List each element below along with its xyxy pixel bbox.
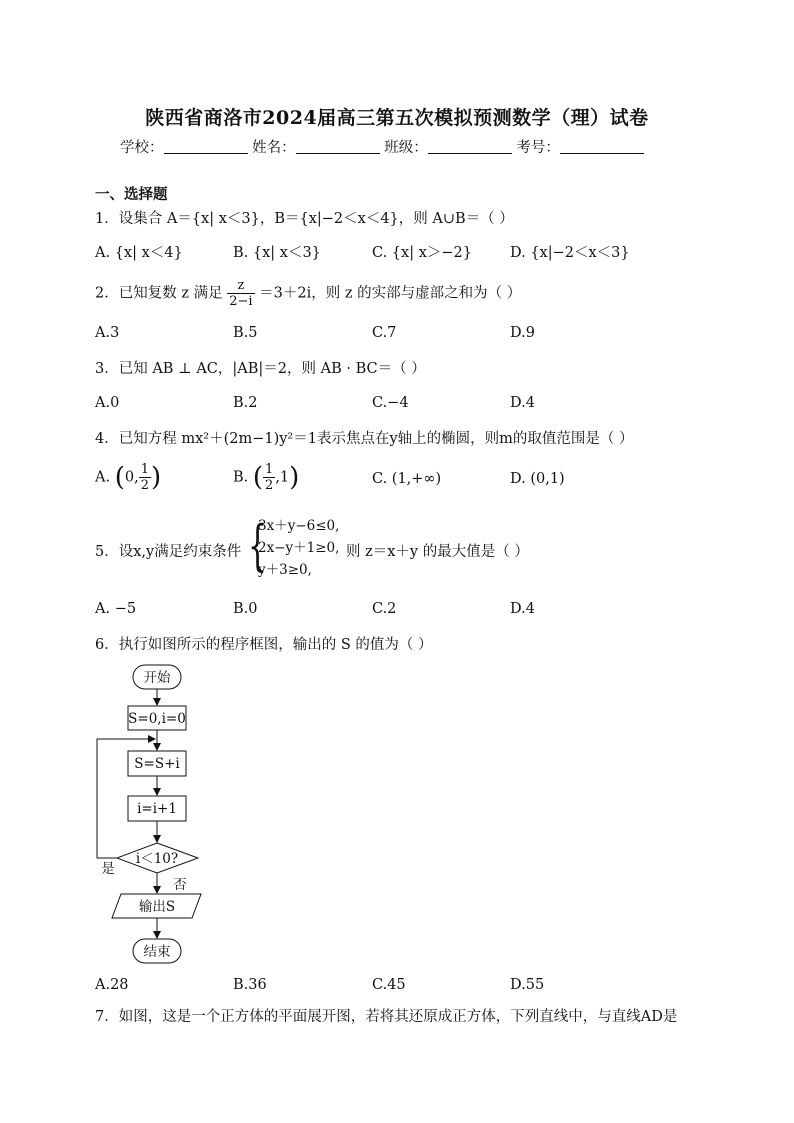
q6-option-a: A.28 [95,977,129,993]
flow-no-label: 否 [173,877,187,893]
q2-numerator: z [227,278,254,294]
q4-option-b: B. ( $\frac{1}{2}$ ,1) [233,462,300,493]
q5-option-d: D.4 [510,601,535,617]
flow-init-label: S=0,i=0 [128,711,186,727]
question-5-post: 则 z＝x＋y 的最大值是（ ） [346,544,529,560]
page-title: 陕西省商洛市2024届高三第五次模拟预测数学（理）试卷 [145,107,649,129]
name-label: 姓名： [252,140,296,156]
q2-option-b: B.5 [233,325,258,341]
question-4-stem: 4．已知方程 mx²＋(2m−1)y²＝1表示焦点在y轴上的椭圆，则m的取值范围是（ ） [95,431,634,447]
q2-option-d: D.9 [510,325,535,341]
q4-a-fraction: $\frac{1}{2}$ [140,462,149,493]
question-7-stem: 7．如图，这是一个正方体的平面展开图，若将其还原成正方体，下列直线中，与直线AD是 [95,1009,678,1025]
q5-constraint-2: 2x−y＋1≥0, [258,540,340,556]
q2-post: ＝3＋2i，则 z 的实部与虚部之和为（ ） [259,285,522,302]
q1-option-d: D. {x|−2＜x＜3} [510,245,630,261]
question-6-stem: 6．执行如图所示的程序框图，输出的 S 的值为（ ） [95,637,433,653]
q4-a-label: A. [95,469,111,486]
q5-constraint-3: y＋3≥0, [258,562,312,578]
q6-option-b: B.36 [233,977,267,993]
question-3-stem: 3．已知 AB ⊥ AC，|AB|＝2，则 AB · BC＝（ ） [95,361,426,377]
q6-option-c: C.45 [372,977,406,993]
flow-output-label: 输出S [138,899,176,915]
flow-step2-label: i=i+1 [137,801,177,817]
q1-option-a: A. {x| x＜4} [95,245,183,261]
q5-brace: { [248,514,267,577]
q3-option-d: D.4 [510,395,535,411]
q3-option-c: C.−4 [372,395,409,411]
q6-option-d: D.55 [510,977,545,993]
q2-option-c: C.7 [372,325,397,341]
q5-constraint-1: 3x＋y−6≤0, [258,518,340,534]
q3-option-a: A.0 [95,395,120,411]
section-heading: 一、选择题 [95,186,168,203]
q2-pre: 2．已知复数 z 满足 [95,285,223,302]
q5-option-b: B.0 [233,601,258,617]
q5-option-a: A. −5 [95,601,137,617]
question-5-pre: 5．设x,y满足约束条件 [95,544,242,560]
q4-option-d: D. (0,1) [510,471,565,487]
q1-option-c: C. {x| x＞−2} [372,245,472,261]
q1-option-b: B. {x| x＜3} [233,245,321,261]
flow-step1-label: S=S+i [134,756,180,772]
flow-condition-label: i＜10? [135,851,179,867]
class-label: 班级： [384,140,428,156]
q2-denominator: 2−i [229,294,253,309]
q5-option-c: C.2 [372,601,397,617]
q3-option-b: B.2 [233,395,258,411]
q4-option-a: A. (0, $\frac{1}{2}$ ) [95,462,162,493]
q2-option-a: A.3 [95,325,120,341]
flow-end-label: 结束 [143,944,171,960]
flow-yes-label: 是 [101,861,115,877]
q4-b-label: B. [233,469,249,486]
school-label: 学校： [120,140,164,156]
flow-start-label: 开始 [143,670,171,686]
exam-no-label: 考号： [516,140,560,156]
q4-b-fraction: $\frac{1}{2}$ [265,462,274,493]
question-1-stem: 1．设集合 A＝{x| x＜3}，B＝{x|−2＜x＜4}，则 A∪B＝（ ） [95,211,514,227]
q4-option-c: C. (1,+∞) [372,471,442,487]
